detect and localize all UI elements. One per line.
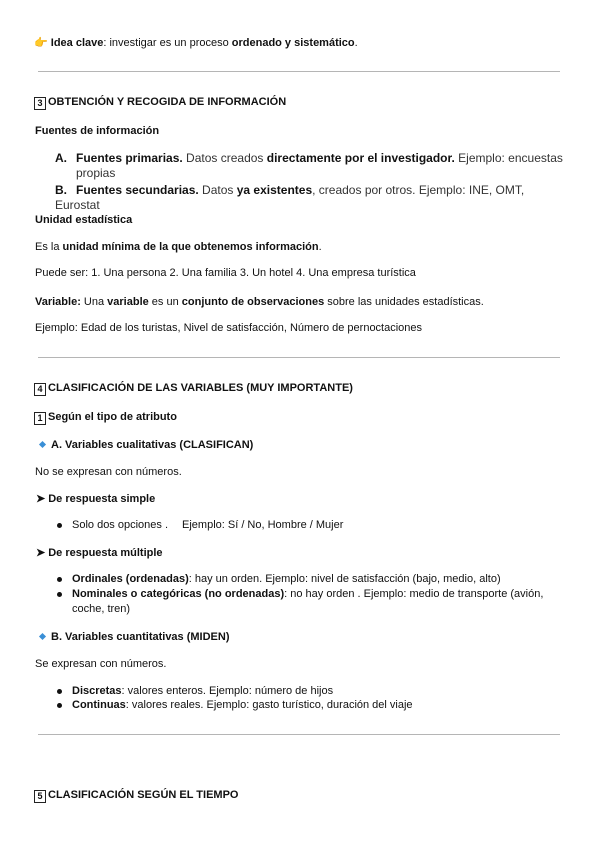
idea-clave-line: 👉 Idea clave: investigar es un proceso ordenado y sistemático. <box>34 37 358 49</box>
arrow-bullet-icon: ➤ <box>36 493 46 505</box>
idea-clave-label: Idea clave <box>50 37 104 49</box>
divider <box>38 734 560 735</box>
fuente-primaria-item: A. Fuentes primarias. Datos creados directamente por el investigador. Ejemplo: encuestas <box>55 151 563 165</box>
respuesta-simple-heading: ➤ De respuesta simple <box>36 493 156 505</box>
list-item-cont: coche, tren) <box>72 603 131 615</box>
diamond-bullet-icon <box>39 633 46 640</box>
respuesta-multiple-heading: ➤ De respuesta múltiple <box>36 547 163 559</box>
bullet-icon <box>57 703 62 708</box>
pointing-hand-icon: 👉 <box>34 37 48 49</box>
fuente-primaria-cont: propias <box>76 166 116 180</box>
fuente-secundaria-item: B. Fuentes secundarias. Datos ya existentes, creados por otros. Ejemplo: INE, OMT, Eurostat <box>55 183 525 212</box>
list-item: Continuas: valores reales. Ejemplo: gasto turístico, duración del viaje <box>72 699 413 711</box>
section-4-heading: 4 CLASIFICACIÓN DE LAS VARIABLES (MUY IMPORTANTE) <box>34 381 353 396</box>
divider <box>38 357 560 358</box>
section-number-badge: 5 <box>34 790 46 803</box>
list-item: Discretas: valores enteros. Ejemplo: número de hijos <box>72 685 334 697</box>
subsection-number-badge: 1 <box>34 412 46 425</box>
section-number-badge: 4 <box>34 383 46 396</box>
subsection-heading: 1 Según el tipo de atributo <box>34 410 177 425</box>
cuantitativas-desc: Se expresan con números. <box>35 658 167 670</box>
cuantitativas-heading: B. Variables cuantitativas (MIDEN) <box>40 630 230 644</box>
list-item: Nominales o categóricas (no ordenadas): no hay orden . Ejemplo: medio de transporte (avión, <box>72 588 544 600</box>
section-3-heading: 3 OBTENCIÓN Y RECOGIDA DE INFORMACIÓN <box>34 95 286 110</box>
unidad-definition: Es la unidad mínima de la que obtenemos información. <box>35 241 322 253</box>
bullet-icon <box>57 689 62 694</box>
cualitativas-desc: No se expresan con números. <box>35 466 182 478</box>
bullet-icon <box>57 577 62 582</box>
unidad-heading: Unidad estadística <box>35 214 133 226</box>
bullet-icon <box>57 592 62 597</box>
ejemplo-text: Ejemplo: Edad de los turistas, Nivel de satisfacción, Número de pernoctaciones <box>35 322 423 334</box>
list-item: Solo dos opciones . Ejemplo: Sí / No, Hombre / Mujer <box>72 519 344 531</box>
divider <box>38 71 560 72</box>
section-number-badge: 3 <box>34 97 46 110</box>
cualitativas-heading: A. Variables cualitativas (CLASIFICAN) <box>40 438 253 452</box>
puede-ser-text: Puede ser: 1. Una persona 2. Una familia 3. Un hotel 4. Una empresa turística <box>35 267 416 279</box>
arrow-bullet-icon: ➤ <box>36 547 46 559</box>
section-5-heading: 5 CLASIFICACIÓN SEGÚN EL TIEMPO <box>34 788 238 803</box>
bullet-icon <box>57 523 62 528</box>
fuentes-heading: Fuentes de información <box>35 125 160 137</box>
diamond-bullet-icon <box>39 441 46 448</box>
variable-definition: Variable: Una variable es un conjunto de observaciones sobre las unidades estadísticas. <box>35 296 484 308</box>
list-item: Ordinales (ordenadas): hay un orden. Ejemplo: nivel de satisfacción (bajo, medio, alto) <box>72 573 501 585</box>
